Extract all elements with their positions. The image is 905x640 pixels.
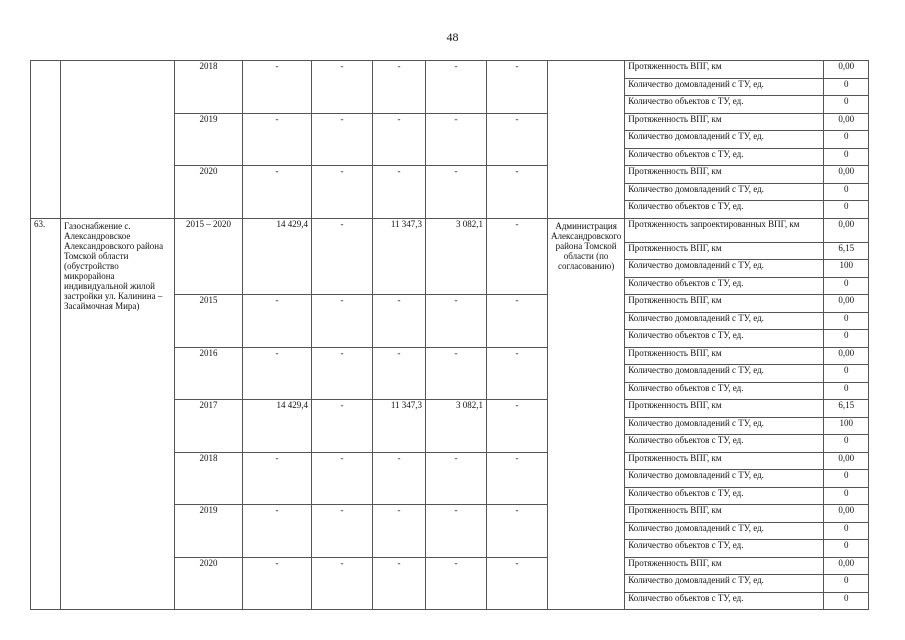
indicator-value: 0 bbox=[824, 96, 869, 114]
indicator-value: 0 bbox=[824, 382, 869, 400]
year-cell: 2020 bbox=[175, 166, 243, 219]
indicator-label: Количество домовладений с ТУ, ед. bbox=[625, 365, 824, 383]
amount-cell: - bbox=[312, 452, 373, 505]
year-cell: 2019 bbox=[175, 113, 243, 166]
year-cell: 2018 bbox=[175, 452, 243, 505]
amount-cell: - bbox=[312, 218, 373, 295]
indicator-label: Количество объектов с ТУ, ед. bbox=[625, 148, 824, 166]
executor-cell: Администрация Александровского района Томской области (по согласованию) bbox=[548, 218, 625, 610]
amount-cell: - bbox=[487, 557, 548, 610]
indicator-value: 0 bbox=[824, 487, 869, 505]
indicator-label: Количество объектов с ТУ, ед. bbox=[625, 96, 824, 114]
year-cell: 2017 bbox=[175, 400, 243, 453]
amount-cell: - bbox=[487, 218, 548, 295]
indicator-value: 0 bbox=[824, 277, 869, 295]
indicator-label: Протяженность ВПГ, км bbox=[625, 452, 824, 470]
amount-cell: - bbox=[243, 61, 312, 114]
indicator-value: 6,15 bbox=[824, 400, 869, 418]
amount-cell: - bbox=[373, 295, 426, 348]
amount-cell: - bbox=[373, 61, 426, 114]
amount-cell: - bbox=[487, 347, 548, 400]
amount-cell: - bbox=[243, 347, 312, 400]
amount-cell: - bbox=[312, 166, 373, 219]
indicator-label: Протяженность ВПГ, км bbox=[625, 166, 824, 184]
amount-cell: - bbox=[373, 452, 426, 505]
amount-cell: - bbox=[312, 347, 373, 400]
amount-cell: - bbox=[312, 505, 373, 558]
amount-cell: 14 429,4 bbox=[243, 218, 312, 295]
indicator-value: 0 bbox=[824, 312, 869, 330]
amount-cell: - bbox=[487, 113, 548, 166]
amount-cell: - bbox=[487, 400, 548, 453]
amount-cell: - bbox=[373, 166, 426, 219]
year-cell: 2015 – 2020 bbox=[175, 218, 243, 295]
amount-cell: 3 082,1 bbox=[426, 218, 487, 295]
prev-number-cell bbox=[31, 61, 61, 219]
amount-cell: - bbox=[243, 452, 312, 505]
indicator-label: Протяженность ВПГ, км bbox=[625, 400, 824, 418]
amount-cell: - bbox=[243, 166, 312, 219]
indicator-value: 0,00 bbox=[824, 113, 869, 131]
year-cell: 2018 bbox=[175, 61, 243, 114]
indicator-label: Количество объектов с ТУ, ед. bbox=[625, 330, 824, 348]
indicator-value: 0 bbox=[824, 575, 869, 593]
indicator-value: 0 bbox=[824, 470, 869, 488]
indicator-value: 0,00 bbox=[824, 166, 869, 184]
prev-name-cell bbox=[61, 61, 175, 219]
indicator-label: Количество домовладений с ТУ, ед. bbox=[625, 78, 824, 96]
amount-cell: - bbox=[373, 557, 426, 610]
indicator-value: 0 bbox=[824, 131, 869, 149]
indicator-label: Протяженность запроектированных ВПГ, км bbox=[625, 218, 824, 242]
indicator-label: Протяженность ВПГ, км bbox=[625, 113, 824, 131]
amount-cell: 11 347,3 bbox=[373, 400, 426, 453]
indicator-label: Количество домовладений с ТУ, ед. bbox=[625, 522, 824, 540]
page-number: 48 bbox=[446, 30, 459, 44]
indicator-value: 0,00 bbox=[824, 218, 869, 242]
amount-cell: - bbox=[312, 113, 373, 166]
indicator-label: Количество домовладений с ТУ, ед. bbox=[625, 470, 824, 488]
indicator-label: Количество объектов с ТУ, ед. bbox=[625, 277, 824, 295]
amount-cell: - bbox=[487, 452, 548, 505]
amount-cell: - bbox=[426, 557, 487, 610]
indicator-value: 0 bbox=[824, 365, 869, 383]
amount-cell: - bbox=[312, 295, 373, 348]
indicator-label: Количество домовладений с ТУ, ед. bbox=[625, 575, 824, 593]
amount-cell: - bbox=[426, 113, 487, 166]
amount-cell: - bbox=[373, 113, 426, 166]
amount-cell: 11 347,3 bbox=[373, 218, 426, 295]
indicator-value: 0 bbox=[824, 78, 869, 96]
table-row bbox=[31, 61, 869, 79]
amount-cell: - bbox=[373, 347, 426, 400]
indicator-value: 0 bbox=[824, 148, 869, 166]
amount-cell: - bbox=[312, 400, 373, 453]
year-cell: 2015 bbox=[175, 295, 243, 348]
indicator-value: 6,15 bbox=[824, 242, 869, 260]
indicator-value: 0,00 bbox=[824, 452, 869, 470]
item-name: Газоснабжение с. Александровское Александровского района Томской области (обустройство микрорайона индивидуальной жилой застройки ул. Калинина – Засаймочная Мира) bbox=[61, 218, 175, 610]
amount-cell: - bbox=[426, 505, 487, 558]
indicator-value: 0,00 bbox=[824, 295, 869, 313]
indicator-label: Количество объектов с ТУ, ед. bbox=[625, 201, 824, 219]
year-cell: 2019 bbox=[175, 505, 243, 558]
indicator-value: 0,00 bbox=[824, 505, 869, 523]
indicator-label: Количество объектов с ТУ, ед. bbox=[625, 592, 824, 610]
table-row bbox=[31, 218, 869, 242]
indicator-value: 0 bbox=[824, 201, 869, 219]
amount-cell: - bbox=[426, 452, 487, 505]
amount-cell: - bbox=[426, 166, 487, 219]
item-number: 63. bbox=[31, 218, 61, 610]
amount-cell: - bbox=[243, 113, 312, 166]
indicator-label: Количество объектов с ТУ, ед. bbox=[625, 540, 824, 558]
indicator-label: Протяженность ВПГ, км bbox=[625, 347, 824, 365]
indicator-value: 0,00 bbox=[824, 61, 869, 79]
indicator-value: 100 bbox=[824, 417, 869, 435]
indicator-label: Протяженность ВПГ, км bbox=[625, 61, 824, 79]
indicator-value: 0,00 bbox=[824, 347, 869, 365]
table-body bbox=[31, 61, 869, 610]
indicator-value: 0 bbox=[824, 435, 869, 453]
indicator-label: Количество объектов с ТУ, ед. bbox=[625, 435, 824, 453]
indicator-value: 0 bbox=[824, 330, 869, 348]
year-cell: 2016 bbox=[175, 347, 243, 400]
amount-cell: - bbox=[243, 557, 312, 610]
year-cell: 2020 bbox=[175, 557, 243, 610]
program-table bbox=[30, 60, 869, 610]
amount-cell: - bbox=[487, 166, 548, 219]
amount-cell: 14 429,4 bbox=[243, 400, 312, 453]
amount-cell: - bbox=[373, 505, 426, 558]
amount-cell: - bbox=[243, 295, 312, 348]
indicator-label: Протяженность ВПГ, км bbox=[625, 505, 824, 523]
indicator-label: Протяженность ВПГ, км bbox=[625, 242, 824, 260]
amount-cell: - bbox=[487, 61, 548, 114]
indicator-label: Протяженность ВПГ, км bbox=[625, 557, 824, 575]
indicator-value: 0,00 bbox=[824, 557, 869, 575]
amount-cell: - bbox=[426, 295, 487, 348]
indicator-label: Количество домовладений с ТУ, ед. bbox=[625, 417, 824, 435]
amount-cell: - bbox=[487, 295, 548, 348]
indicator-label: Количество домовладений с ТУ, ед. bbox=[625, 131, 824, 149]
indicator-value: 0 bbox=[824, 592, 869, 610]
amount-cell: - bbox=[243, 505, 312, 558]
indicator-value: 0 bbox=[824, 540, 869, 558]
indicator-label: Протяженность ВПГ, км bbox=[625, 295, 824, 313]
amount-cell: 3 082,1 bbox=[426, 400, 487, 453]
amount-cell: - bbox=[426, 347, 487, 400]
amount-cell: - bbox=[312, 557, 373, 610]
indicator-value: 0 bbox=[824, 183, 869, 201]
amount-cell: - bbox=[426, 61, 487, 114]
prev-executor-cell bbox=[548, 61, 625, 219]
indicator-label: Количество домовладений с ТУ, ед. bbox=[625, 260, 824, 278]
indicator-label: Количество объектов с ТУ, ед. bbox=[625, 487, 824, 505]
indicator-label: Количество объектов с ТУ, ед. bbox=[625, 382, 824, 400]
indicator-label: Количество домовладений с ТУ, ед. bbox=[625, 312, 824, 330]
indicator-label: Количество домовладений с ТУ, ед. bbox=[625, 183, 824, 201]
amount-cell: - bbox=[487, 505, 548, 558]
indicator-value: 0 bbox=[824, 522, 869, 540]
amount-cell: - bbox=[312, 61, 373, 114]
indicator-value: 100 bbox=[824, 260, 869, 278]
